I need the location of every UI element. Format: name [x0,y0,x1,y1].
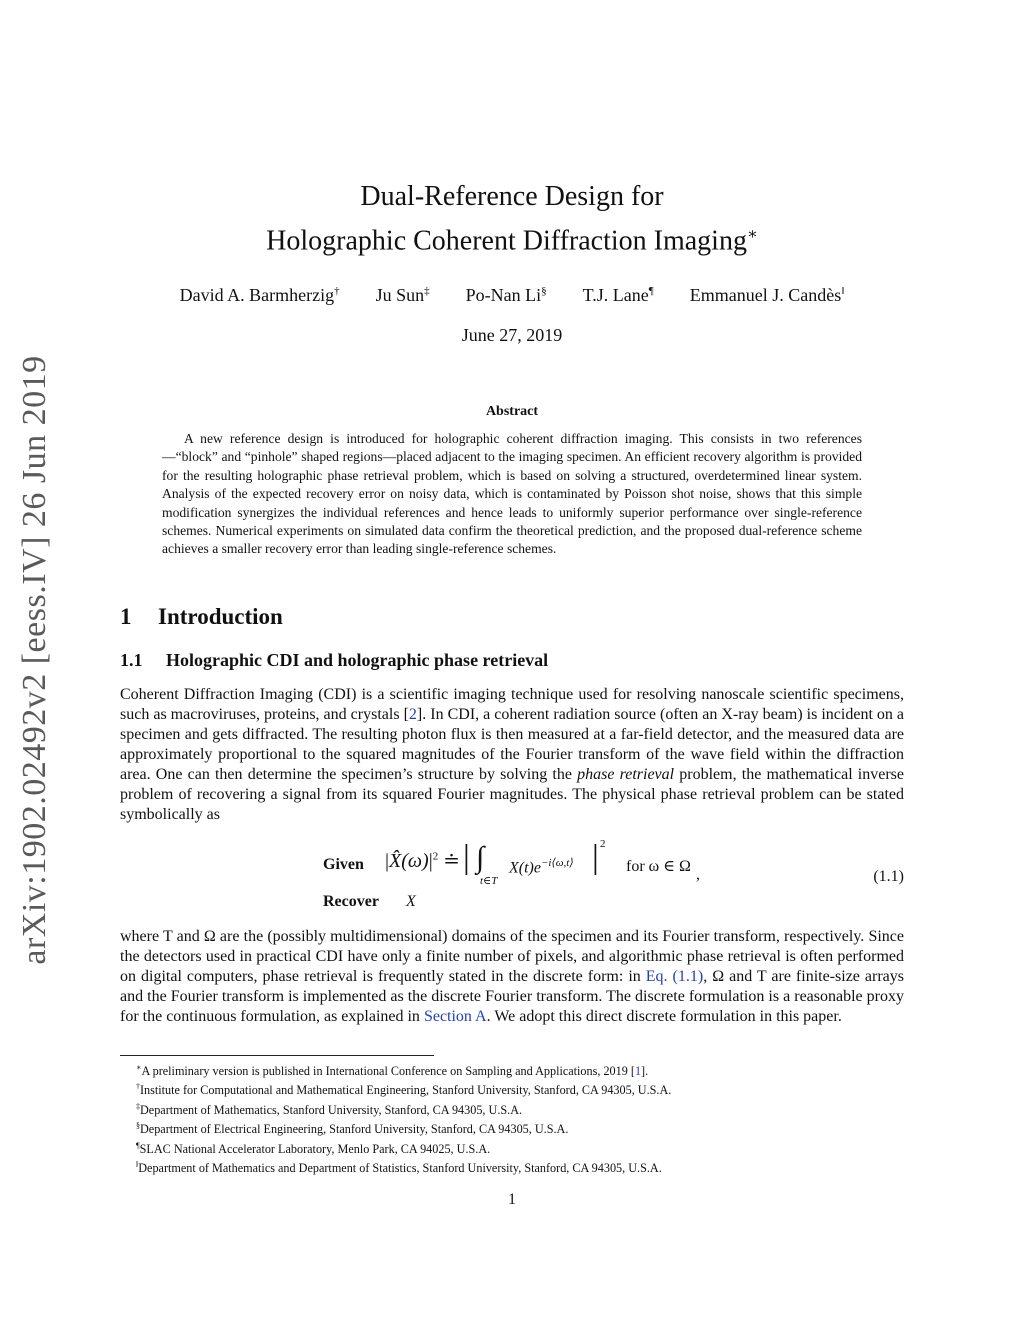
footnote: ∗A preliminary version is published in International Conference on Sampling and Applications, 2019 [1]. [136,1063,649,1079]
eq-integral: ∫ [476,841,485,874]
intro-paragraph-2: where T and Ω are the (possibly multidimensional) domains of the specimen and its Fourier transform, respectively. Since the detectors used in practical CDI have only a finite number of pixels, and algorithmic phase retrieval is often performed on digital computers, phase retrieval is frequently stated in the discrete form: in Eq. (1.1), Ω and T are finite-size arrays and the Fourier transform is implemented as the discrete Fourier transform. The discrete formulation is a reasonable proxy for the continuous formulation, as explained in Section A. We adopt this direct discrete formulation in this paper. [120,928,904,1025]
paper-date: June 27, 2019 [461,325,563,345]
arxiv-id: arXiv:1902.02492v2 [eess.IV] 26 Jun 2019 [16,355,53,965]
author: David A. Barmherzig† [179,285,340,305]
arxiv-sidebar [12,350,58,970]
footnote: §Department of Electrical Engineering, Stanford University, Stanford, CA 94305, U.S.A. [136,1121,569,1137]
abstract-heading: Abstract [485,404,539,419]
eq-given: Given [323,856,364,873]
page-number: 1 [508,1191,516,1208]
abstract-text: A new reference design is introduced for holographic coherent diffraction imaging. This consists in two references—“block” and “pinhole” shaped regions—placed adjacent to the imaging specimen. An efficient recovery algorithm is provided for the resulting holographic phase retrieval problem, which is based on solving a structured, overdetermined linear system. Analysis of the expected recovery error on noisy data, which is contaminated by Poisson shot noise, shows that this simple modification synergizes the individual references and hence leads to uniformly superior performance over single-reference schemes. Numerical experiments on simulated data confirm the theoretical prediction, and the proposed dual-reference scheme achieves a smaller recovery error than leading single-reference schemes. [162,431,862,557]
author: Ju Sun‡ [375,285,430,305]
eq-ref-link[interactable]: Eq. (1.1) [645,968,704,985]
title-line-2: Holographic Coherent Diffraction Imaging∗ [266,225,758,257]
footnote-rule [120,1055,434,1056]
intro-paragraph-1: Coherent Diffraction Imaging (CDI) is a scientific imaging technique used for resolving nanoscale scientific specimens, such as macroviruses, proteins, and crystals [2]. In CDI, a coherent radiation source (often an X-ray beam) is incident on a specimen and gets diffracted. The resulting photon flux is then measured at a far-field detector, and the measured data are approximately proportional to the squared magnitudes of the Fourier transform of the wave field within the diffraction area. One can then determine the specimen’s structure by solving the phase retrieval problem, the mathematical inverse problem of recovering a signal from its squared Fourier magnitudes. The physical phase retrieval problem can be stated symbolically as [120,686,905,823]
eq-condition: for ω ∈ Ω [626,858,691,875]
eq-comma: , [696,866,700,883]
footnote: ¶SLAC National Accelerator Laboratory, Menlo Park, CA 94025, U.S.A. [136,1140,491,1156]
footnotes [120,1060,904,1177]
title-line-1: Dual-Reference Design for [360,181,664,212]
title-footnote-mark: ∗ [746,226,758,243]
eq-integrand: $X(t)e^{-i⟨\omega,t⟩}$ [509,857,574,877]
paper-title [0,178,1024,260]
eq-lhs: $|X̂(\omega)|^2$ ≐ [385,850,460,872]
eq-recover: Recover [323,893,379,910]
eq-rhs-square: 2 [600,838,606,850]
author: Po-Nan Li§ [465,285,547,305]
eq-recover-var: X [406,893,416,910]
section-ref-link[interactable]: Section A [423,1008,487,1025]
eq-bar-left: | [463,839,470,876]
citation-link[interactable]: 1 [634,1064,642,1079]
subsection-heading: 1.1 Holographic CDI and holographic phase retrieval [120,650,549,670]
eq-bar-right: | [592,839,599,876]
section-heading: 1 Introduction [120,604,283,629]
eq-label: (1.1) [873,868,904,885]
footnote: ‡Department of Mathematics, Stanford University, Stanford, CA 94305, U.S.A. [136,1101,523,1117]
author-list [120,285,904,306]
author: T.J. Lane¶ [582,285,654,305]
footnote: ‖Department of Mathematics and Department of Statistics, Stanford University, Stanford, CA 94305, U.S.A. [136,1160,662,1176]
eq-integral-sub: t∈T [480,875,498,887]
citation-link[interactable]: 2 [408,706,417,723]
equation-1-1 [120,838,904,918]
author: Emmanuel J. Candès‖ [689,285,845,305]
footnote: †Institute for Computational and Mathematical Engineering, Stanford University, Stanford, CA 94305, U.S.A. [136,1082,672,1098]
